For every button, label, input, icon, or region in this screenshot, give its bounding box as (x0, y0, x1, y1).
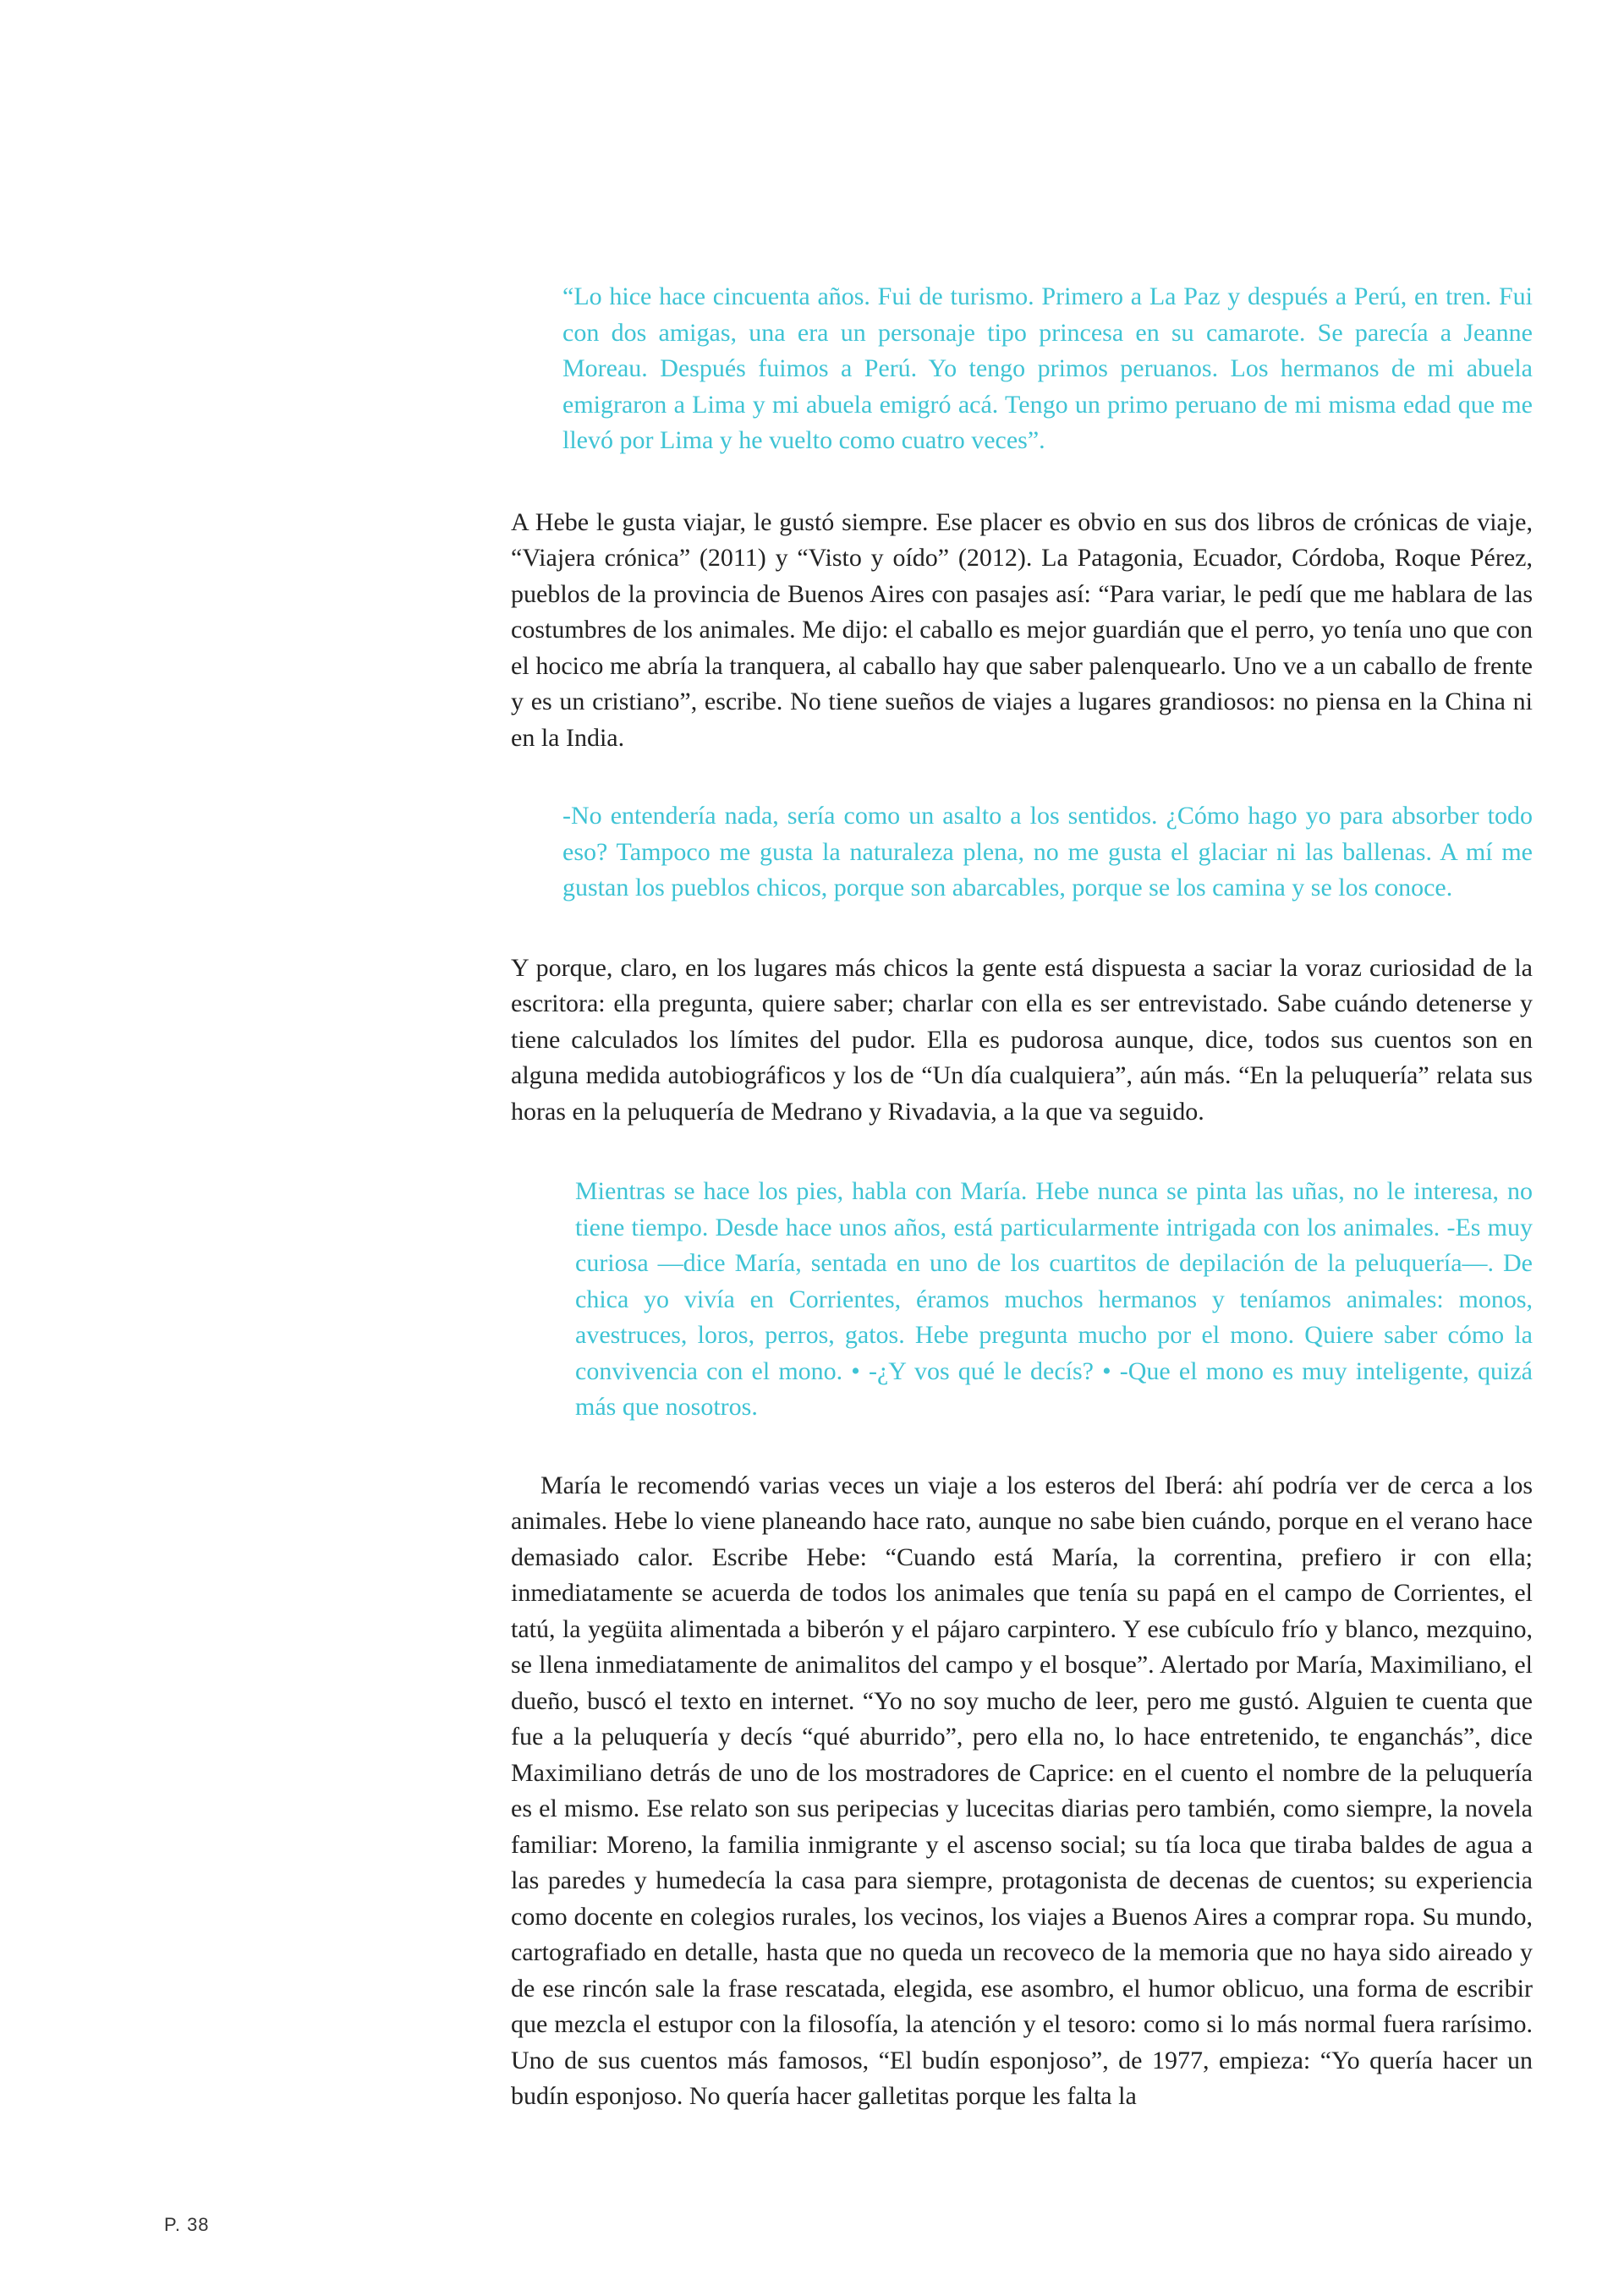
body-paragraph-travel: A Hebe le gusta viajar, le gustó siempre. Ese placer es obvio en sus dos libros de crónicas de viaje, “Viajera crónica” (2011) y “Visto y oído” (2012). La Patagonia, Ecuador, Córdoba, Roque Pérez, pueblos de la provincia de Buenos Aires con pasajes así: “Para variar, le pedí que me hablara de las costumbres de los animales. Me dijo: el caballo es mejor guardián que el perro, yo tenía uno que con el hocico me abría la tranquera, al caballo hay que saber palenquearlo. Uno ve a un caballo de frente y es un cristiano”, escribe. No tiene sueños de viajes a lugares grandiosos: no piensa en la China ni en la India. (511, 507, 1533, 752)
body-paragraph-curiosity: Y porque, claro, en los lugares más chicos la gente está dispuesta a saciar la voraz curiosidad de la escritora: ella pregunta, quiere saber; charlar con ella es ser entrevistado. Sabe cuándo detenerse y tiene calculados los límites del pudor. Ella es pudorosa aunque, dice, todos sus cuentos son en alguna medida autobiográficos y los de “Un día cualquiera”, aún más. “En la peluquería” relata sus horas en la peluquería de Medrano y Rivadavia, a la que va seguido. (511, 953, 1533, 1126)
article-column (511, 279, 1533, 2115)
body-paragraph-hairdresser: María le recomendó varias veces un viaje a los esteros del Iberá: ahí podría ver de cerca a los animales. Hebe lo viene planeando hace rato, aunque no sabe bien cuándo, porque en el verano hace demasiado calor. Escribe Hebe: “Cuando está María, la correntina, prefiero ir con ella; inmediatamente se acuerda de todos los animales que tenía su papá en el campo de Corrientes, el tatú, la yegüita alimentada a biberón y el pájaro carpintero. Y ese cubículo frío y blanco, mezquino, se llena inmediatamente de animalitos del campo y el bosque”. Alertado por María, Maximiliano, el dueño, buscó el texto en internet. “Yo no soy mucho de leer, pero me gustó. Alguien te cuenta que fue a la peluquería y decís “qué aburrido”, pero ella no, lo hace entretenido, te enganchás”, dice Maximiliano detrás de uno de los mostradores de Caprice: en el cuento el nombre de la peluquería es el mismo. Ese relato son sus peripecias y lucecitas diarias pero también, como siempre, la novela familiar: Moreno, la familia inmigrante y el ascenso social; su tía loca que tiraba baldes de agua a las paredes y humedecía la casa para siempre, protagonista de decenas de cuentos; su experiencia como docente en colegios rurales, los vecinos, los viajes a Buenos Aires a comprar ropa. Su mundo, cartografiado en detalle, hasta que no queda un recoveco de la memoria que no haya sido aireado y de ese rincón sale la frase rescatada, elegida, ese asombro, el humor oblicuo, una forma de escribir que mezcla el estupor con la filosofía, la atención y el tesoro: como si lo más normal fuera rarísimo. Uno de sus cuentos más famosos, “El budín esponjoso”, de 1977, empieza: “Yo quería hacer un budín esponjoso. No quería hacer galletitas porque les falta la (511, 1471, 1533, 2110)
pull-quote-travel: “Lo hice hace cincuenta años. Fui de turismo. Primero a La Paz y después a Perú, en tren. Fui con dos amigas, una era un personaje tipo princesa en su camarote. Se parecía a Jeanne Moreau. Después fuimos a Perú. Yo tengo primos peruanos. Los hermanos de mi abuela emigraron a Lima y mi abuela emigró acá. Tengo un primo peruano de mi misma edad que me llevó por Lima y he vuelto como cuatro veces”. (562, 282, 1533, 454)
pull-quote-maria: Mientras se hace los pies, habla con María. Hebe nunca se pinta las uñas, no le interesa, no tiene tiempo. Desde hace unos años, está particularmente intrigada con los animales. -Es muy curiosa —dice María, sentada en uno de los cuartitos de depilación de la peluquería—. De chica yo vivía en Corrientes, éramos muchos hermanos y teníamos animales: monos, avestruces, loros, perros, gatos. Hebe pregunta mucho por el mono. Quiere saber cómo la convivencia con el mono. • -¿Y vos qué le decís? • -Que el mono es muy inteligente, quizá más que nosotros. (575, 1177, 1533, 1421)
pull-quote-small-towns: -No entendería nada, sería como un asalto a los sentidos. ¿Cómo hago yo para absorber todo eso? Tampoco me gusta la naturaleza plena, no me gusta el glaciar ni las ballenas. A mí me gustan los pueblos chicos, porque son abarcables, porque se los camina y se los conoce. (562, 802, 1533, 901)
page-number: P. 38 (164, 2214, 210, 2235)
